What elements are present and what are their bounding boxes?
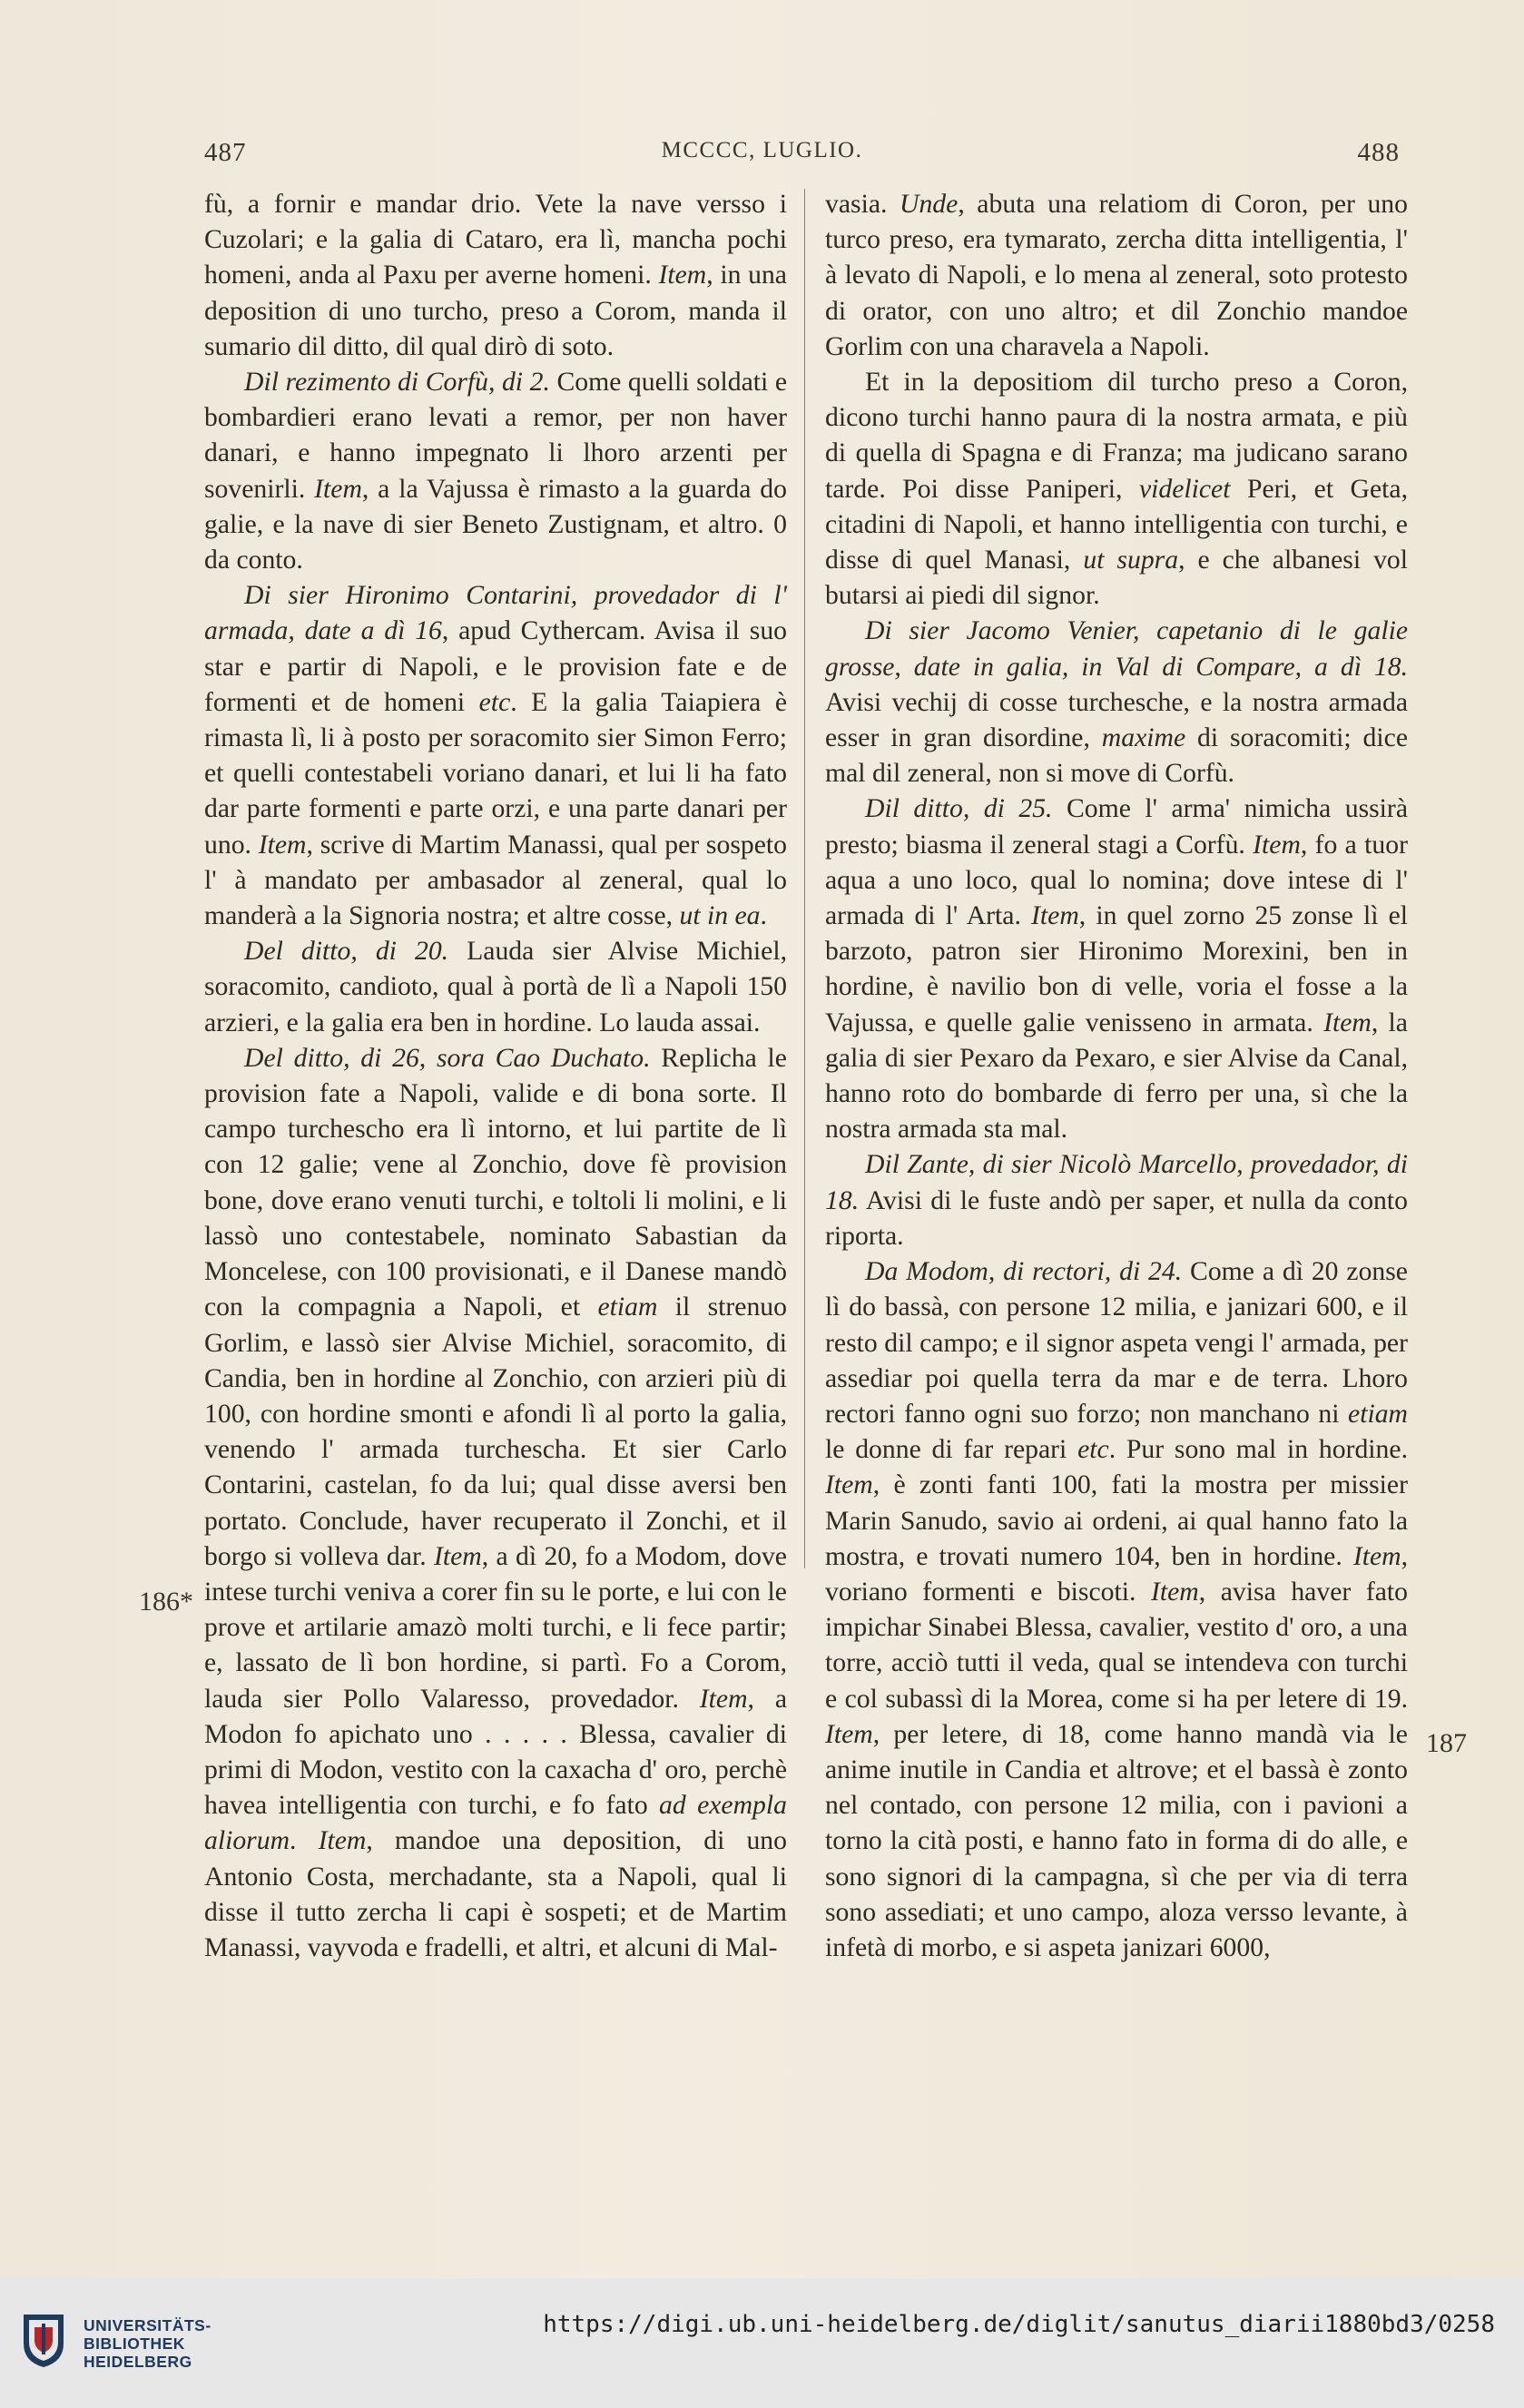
right-page-number: 488 <box>1357 138 1400 167</box>
paragraph: Dil Zante, di sier Nicolò Marcello, provedador, di 18. Avisi di le fuste andò per saper, et nulla da conto riporta. <box>825 1150 1408 1251</box>
paragraph: vasia. Unde, abuta una relatiom di Coron, per uno turco preso, era tymarato, zercha ditta intelligentia, l' à levato di Napoli, e lo mena al zeneral, soto protesto di orator, con uno altro; et dil Zonchio mandoe Gorlim con una charavela a Napoli. <box>825 190 1408 361</box>
running-title: MCCCC, LUGLIO. <box>661 138 863 162</box>
left-margin-folio-number: 186* <box>139 1587 193 1617</box>
paragraph: fù, a fornir e mandar drio. Vete la nave versso i Cuzolari; e la galia di Cataro, era lì, mancha pochi homeni, anda al Paxu per averne homeni. Item, in una deposition di uno turcho, preso a Corom, manda il sumario dil ditto, dil qual dirò di soto. <box>204 190 787 361</box>
left-text-column <box>204 187 787 1966</box>
paragraph: Dil ditto, di 25. Come l' arma' nimicha ussirà presto; biasma il zeneral stagi a Corfù. Item, fo a tuor aqua a uno loco, qual lo nomina; dove intese di l' armada di l' Arta. Item, in quel zorno 25 zonse lì el barzoto, patron sier Hironimo Morexini, ben in hordine, è navilio bon di velle, voria el fosse a la Vajussa, e quelle galie venisseno in armata. Item, la galia di sier Pexaro da Pexaro, e sier Alvise da Canal, hanno roto do bombarde di ferro per una, sì che la nostra armada sta mal. <box>825 794 1408 1145</box>
library-name: UNIVERSITÄTS- BIBLIOTHEK HEIDELBERG <box>84 2316 211 2371</box>
right-margin-folio-number: 187 <box>1426 1728 1467 1758</box>
paragraph: Et in la depositiom dil turcho preso a Coron, dicono turchi hanno paura di la nostra armata, e più di quella di Spagna e di Franza; ma judicano sarano tarde. Poi disse Paniperi, videlicet Peri, et Geta, citadini di Napoli, et hanno intelligentia con turchi, e disse di quel Manasi, ut supra, e che albanesi vol butarsi ai piedi dil signor. <box>825 368 1408 611</box>
paragraph: Da Modom, di rectori, di 24. Come a dì 20 zonse lì do bassà, con persone 12 milia, e janizari 600, e il resto dil campo; e il signor aspeta vengi l' armada, per assediar poi quella terra da mar e de terra. Lhoro rectori fanno ogni suo forzo; non manchano ni etiam le donne di far repari etc. Pur sono mal in hordine. Item, è zonti fanti 100, fati la mostra per missier Marin Sanudo, savio ai ordeni, ai qual hanno fato la mostra, e trovati numero 104, ben in hordine. Item, voriano formenti e biscoti. Item, avisa haver fato impichar Sinabei Blessa, cavalier, vestito d' oro, a una torre, acciò tutti il veda, qual se intendeva con turchi e col subassì di la Morea, come si ha per letere di 19. Item, per letere, di 18, come hanno mandà via le anime inutile in Candia et altrove; et el bassà è zonto nel contado, con persone 12 milia, con i pavioni a torno la cità posti, e hanno fato in forma di do alle, e sono signori di la campagna, sì che per via di terra sono assediati; et uno campo, aloza versso levante, à infetà di morbo, e si aspeta janizari 6000, <box>825 1257 1408 1962</box>
paragraph: Di sier Hironimo Contarini, provedador di l' armada, date a dì 16, apud Cythercam. Avisa il suo star e partir di Napoli, e le provision fate e de formenti et de homeni etc. E la galia Taiapiera è rimasta lì, li à posto per soracomito sier Simon Ferro; et quelli contestabeli voriano danari, et lui li ha fato dar parte formenti e parte orzi, e una parte danari per uno. Item, scrive di Martim Manassi, qual per sospeto l' à mandato per ambasador al zeneral, qual lo manderà a la Signoria nostra; et altre cosse, ut in ea. <box>204 581 788 931</box>
paragraph: Di sier Jacomo Venier, capetanio di le galie grosse, date in galia, in Val di Compare, a dì 18. Avisi vechij di cosse turchesche, e la nostra armada esser in gran disordine, maxime di soracomiti; dice mal dil zeneral, non si move di Corfù. <box>825 616 1408 789</box>
paragraph: Dil rezimento di Corfù, di 2. Come quelli soldati e bombardieri erano levati a remor, per non haver danari, e hanno impegnato li lhoro arzenti per sovenirli. Item, a la Vajussa è rimasto a la guarda do galie, e la nave di sier Beneto Zustignam, et altro. 0 da conto. <box>204 368 787 575</box>
right-text-column <box>825 187 1408 1966</box>
viewer-footer <box>0 2278 1524 2408</box>
paragraph: Del ditto, di 20. Lauda sier Alvise Michiel, soracomito, candioto, qual à portà de lì a Napoli 150 arzieri, e la galia era ben in hordine. Lo lauda assai. <box>204 937 787 1037</box>
paragraph: Del ditto, di 26, sora Cao Duchato. Replicha le provision fate a Napoli, valide e di bona sorte. Il campo turchescho era lì intorno, et lui partite de lì con 12 galie; vene al Zonchio, dove fè provision bone, dove erano venuti turchi, e toltoli li molini, e li lassò uno contestabele, nominato Sabastian da Moncelese, con 100 provisionati, e il Danese mandò con la compagnia a Napoli, et etiam il strenuo Gorlim, e lassò sier Alvise Michiel, soracomito, di Candia, ben in hordine al Zonchio, con arzieri più di 100, con hordine smonti e afondi lì al porto la galia, venendo l' armada turchescha. Et sier Carlo Contarini, castelan, fo da lui; qual disse aversi ben portato. Conclude, haver recuperato il Zonchi, et il borgo si volleva dar. Item, a dì 20, fo a Modom, dove intese turchi veniva a corer fin su le porte, e lui con le prove et artilarie amazò molti turchi, e li fece partir; e, lassato de lì bon hordine, si partì. Fo a Corom, lauda sier Pollo Valaresso, provedador. Item, a Modon fo apichato uno . . . . . Blessa, cavalier di primi di Modon, vestito con la caxacha d' oro, perchè havea intelligentia con turchi, e fo fato ad exempla aliorum. Item, mandoe una deposition, di uno Antonio Costa, merchadante, sta a Napoli, qual li disse il tutto zercha li capi è sospeti; et de Martim Manassi, vayvoda e fradelli, et altri, et alcuni di Mal- <box>204 1043 787 1962</box>
column-divider <box>804 189 805 1568</box>
university-seal-icon <box>20 2311 67 2369</box>
left-page-number: 487 <box>204 138 247 167</box>
permalink-url[interactable]: https://digi.ub.uni-heidelberg.de/diglit/sanutus_diarii1880bd3/0258 <box>543 2311 1495 2338</box>
